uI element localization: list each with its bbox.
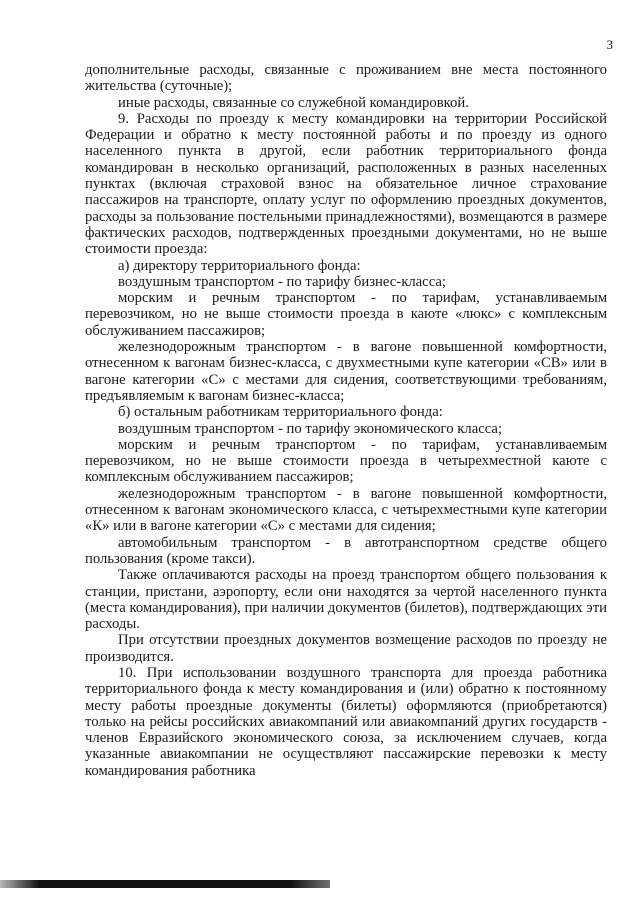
- paragraph-director-heading: а) директору территориального фонда:: [118, 257, 361, 274]
- scan-edge-bar: [0, 880, 330, 888]
- paragraph-no-documents: При отсутствии проездных документов возмещение расходов по проезду не производится.: [85, 632, 607, 665]
- document-body: [85, 62, 607, 779]
- paragraph-public-transport: Также оплачиваются расходы на проезд транспортом общего пользования к станции, пристани, аэропорту, если они находятся за чертой населенного пункта (места командирования), при наличии документов (билетов), подтверждающих эти расходы.: [85, 567, 607, 633]
- paragraph-clause-10: 10. При использовании воздушного транспорта для проезда работника территориального фонда к месту командирования и (или) обратно к постоянному месту работы проездные документы (билеты) оформляются (приобретаются) только на рейсы российских авиакомпаний или авиакомпаний других государств - членов Евразийского экономического союза, за исключением случаев, когда указанные авиакомпании не осуществляют пассажирские перевозки к месту командирования работника: [85, 664, 607, 779]
- paragraph-staff-sea: морским и речным транспортом - по тарифам, устанавливаемым перевозчиком, но не выше стоимости проезда в четырехместной каюте с комплексным обслуживанием пассажиров;: [85, 436, 607, 486]
- paragraph-clause-9: 9. Расходы по проезду к месту командировки на территории Российской Федерации и обратно к месту постоянной работы и по проезду из одного населенного пункта в другой, если работник территориального фонда командирован в несколько организаций, расположенных в разных населенных пунктах (включая страховой взнос на обязательное личное страхование пассажиров на транспорте, оплату услуг по оформлению проездных документов, расходы за пользование постельными принадлежностями), возмещаются в размере фактических расходов, подтвержденных проездными документами, но не выше стоимости проезда:: [85, 110, 607, 258]
- paragraph-additional-expenses: дополнительные расходы, связанные с проживанием вне места постоянного жительства (суточные);: [85, 62, 607, 95]
- paragraph-staff-rail: железнодорожным транспортом - в вагоне повышенной комфортности, отнесенном к вагонам экономического класса, с четырехместными купе категории «К» или в вагоне категории «С» с местами для сидения;: [85, 485, 607, 535]
- paragraph-staff-air: воздушным транспортом - по тарифу экономического класса;: [118, 420, 503, 437]
- paragraph-director-sea: морским и речным транспортом - по тарифам, устанавливаемым перевозчиком, но не выше стоимости проезда в каюте «люкс» с комплексным обслуживанием пассажиров;: [85, 290, 607, 339]
- paragraph-staff-auto: автомобильным транспортом - в автотранспортном средстве общего пользования (кроме такси).: [85, 534, 607, 567]
- page-number: 3: [606, 37, 613, 52]
- paragraph-director-air: воздушным транспортом - по тарифу бизнес-класса;: [118, 273, 447, 290]
- paragraph-director-rail: железнодорожным транспортом - в вагоне повышенной комфортности, отнесенном к вагонам бизнес-класса, с двухместными купе категории «СВ» или в вагоне категории «С» с местами для сидения, соответствующими требованиям, предъявляемым к вагонам бизнес-класса;: [85, 339, 607, 404]
- paragraph-staff-heading: б) остальным работникам территориального фонда:: [118, 404, 443, 421]
- paragraph-other-expenses: иные расходы, связанные со служебной командировкой.: [118, 94, 469, 111]
